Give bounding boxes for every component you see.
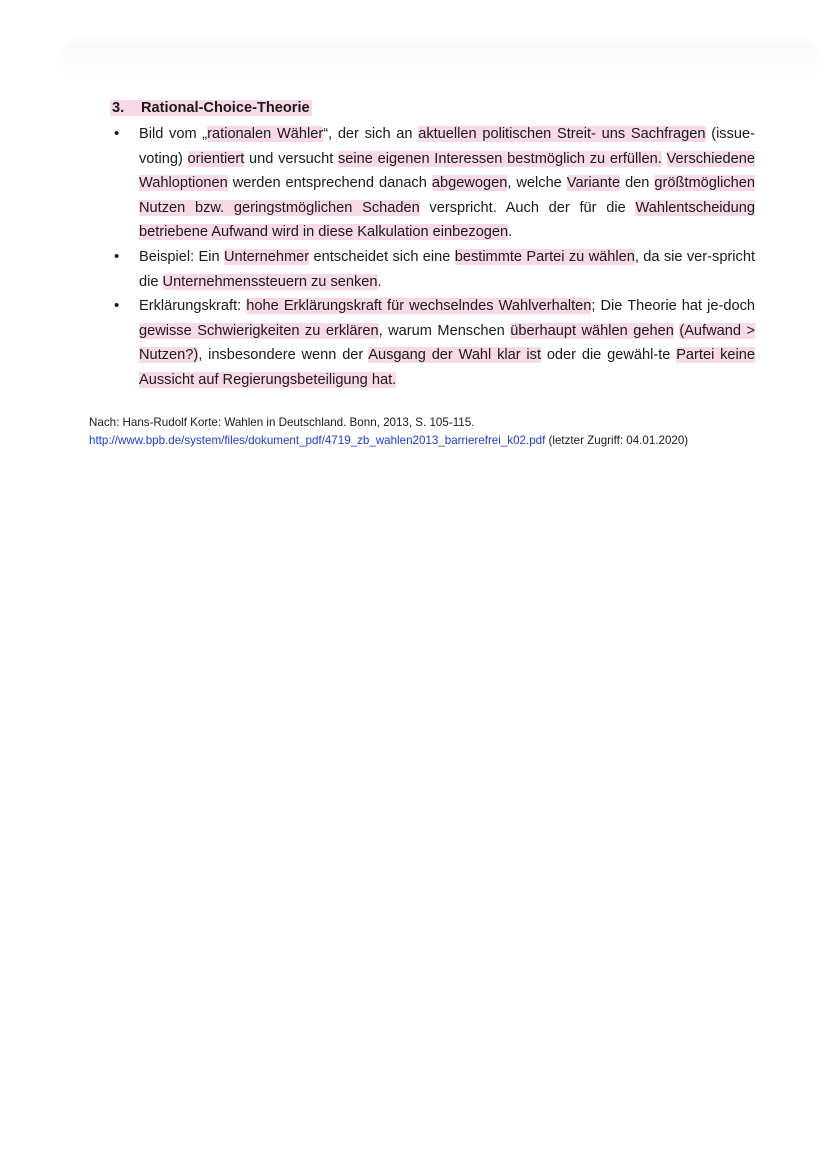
text-run: Erklärungskraft: <box>139 298 247 315</box>
text-run: , welche <box>507 175 567 192</box>
bullet-list <box>110 122 755 393</box>
highlighted-phrase: hohe Erklärungskraft für wechselndes Wahlverhalten <box>246 298 592 315</box>
text-run: den <box>620 175 655 192</box>
highlighted-phrase: Wahlentscheidung betriebene Aufwand wird in diese Kalkulation einbezogen <box>139 199 756 241</box>
highlighted-phrase: überhaupt wählen gehen <box>510 322 674 339</box>
list-item-text <box>139 245 755 294</box>
highlighted-phrase: orientiert <box>187 150 245 167</box>
bullet-icon: • <box>114 297 120 315</box>
text-run: , warum Menschen <box>378 322 511 339</box>
list-item-text <box>139 122 755 245</box>
list-item-example <box>110 245 755 294</box>
list-item-explanatory-power <box>110 294 755 392</box>
highlighted-phrase: größtmöglichen Nutzen bzw. geringstmöglichen Schaden <box>139 175 755 216</box>
highlighted-phrase: rationalen Wähler <box>207 126 324 142</box>
source-citation: Nach: Hans-Rudolf Korte: Wahlen in Deutschland. Bonn, 2013, S. 105-115. <box>89 416 475 429</box>
source-note <box>89 414 729 450</box>
text-run: ; Die Theorie hat je-doch <box>591 298 756 315</box>
list-item-text <box>139 294 755 392</box>
access-note: (letzter Zugriff: 04.01.2020) <box>545 434 689 447</box>
text-run: werden entsprechend danach <box>227 175 432 192</box>
highlighted-phrase: gewisse Schwierigkeiten zu erklären <box>139 322 379 339</box>
section-heading <box>110 96 755 120</box>
bullet-icon: • <box>114 125 120 142</box>
text-run: , insbesondere wenn der <box>198 347 369 364</box>
highlighted-phrase: Partei keine Aussicht auf Regierungsbeteiligung hat. <box>139 347 755 388</box>
text-run: oder die gewähl-te <box>541 347 677 364</box>
text-run: Bild vom „ <box>139 126 208 142</box>
bullet-icon: • <box>114 247 120 265</box>
section-title: Rational-Choice-Theorie <box>141 100 310 116</box>
text-run: , da sie ver-spricht die <box>139 248 756 290</box>
text-run <box>662 151 667 167</box>
scan-smudge <box>60 40 820 80</box>
text-run: (issue-voting) <box>139 126 755 167</box>
theory-section <box>110 96 755 393</box>
section-heading-highlight <box>110 100 312 116</box>
text-run: entscheidet sich eine <box>309 248 455 265</box>
highlighted-phrase: Variante <box>566 175 621 192</box>
highlighted-phrase: (Aufwand > Nutzen?) <box>139 322 756 364</box>
text-run: verspricht. Auch der für die <box>419 199 636 216</box>
text-run: Beispiel: Ein <box>139 248 224 265</box>
highlighted-phrase: Unternehmenssteuern zu senken <box>162 273 378 290</box>
list-item-rational-voter <box>110 122 755 245</box>
highlighted-phrase: Verschiedene Wahloptionen <box>139 150 755 192</box>
section-number: 3. <box>112 100 125 116</box>
highlighted-phrase: bestimmte Partei zu wählen <box>454 248 635 265</box>
highlighted-phrase: Unternehmer <box>223 248 310 265</box>
text-run: . <box>508 224 513 241</box>
highlighted-phrase: abgewogen <box>431 175 508 192</box>
highlighted-phrase: seine eigenen Interessen bestmöglich zu erfüllen. <box>338 150 662 167</box>
text-run: und versucht <box>244 150 338 167</box>
source-url-link[interactable]: http://www.bpb.de/system/files/dokument_pdf/4719_zb_wahlen2013_barrierefrei_k02.pdf <box>89 434 546 447</box>
text-run: . <box>377 273 382 290</box>
text-run: “, der sich an <box>323 126 419 142</box>
highlighted-phrase: aktuellen politischen Streit- uns Sachfragen <box>418 126 706 142</box>
highlighted-phrase: Ausgang der Wahl klar ist <box>368 347 542 364</box>
source-link-line <box>89 432 729 450</box>
